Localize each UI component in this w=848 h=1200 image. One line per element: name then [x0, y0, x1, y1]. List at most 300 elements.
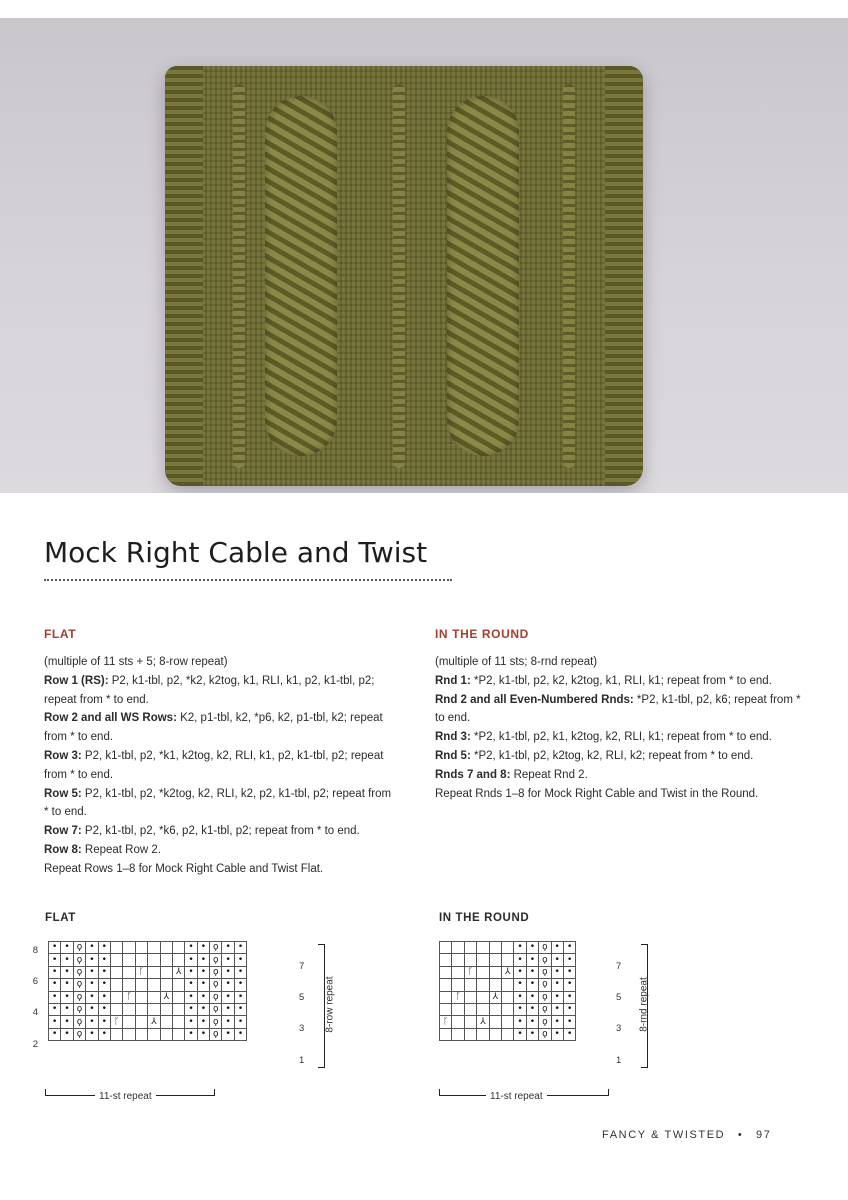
chart-row: [440, 991, 576, 1003]
stitch-symbol-cell: •: [222, 1028, 234, 1040]
instruction-row-label: Row 5:: [44, 787, 82, 800]
chart-row: [49, 966, 247, 978]
stitch-symbol-cell: ϙ: [539, 1016, 551, 1028]
stitch-symbol-cell: •: [98, 942, 110, 954]
stitch-symbol-cell: ᚴ: [135, 966, 147, 978]
instruction-line: [435, 691, 807, 729]
stitch-symbol-cell: •: [234, 1016, 246, 1028]
stitch-symbol-cell: ϙ: [539, 991, 551, 1003]
row-number: 3: [299, 1023, 305, 1035]
knit-cell: [501, 1016, 513, 1028]
stitch-symbol-cell: ϙ: [73, 966, 85, 978]
flat-stitch-repeat-label: 11-st repeat: [95, 1091, 156, 1102]
stitch-symbol-cell: •: [514, 942, 526, 954]
stitch-symbol-cell: ϙ: [73, 942, 85, 954]
knit-cell: [489, 966, 501, 978]
instruction-text: P2, k1-tbl, p2, *k6, p2, k1-tbl, p2; repeat from * to end.: [81, 825, 360, 838]
stitch-symbol-cell: ϙ: [73, 1003, 85, 1015]
knit-cell: [452, 966, 464, 978]
knit-cell: [148, 954, 160, 966]
page-number: 97: [756, 1129, 772, 1141]
chart-row: [49, 1016, 247, 1028]
knit-cell: [172, 1028, 184, 1040]
chart-row: [440, 954, 576, 966]
instruction-line: [435, 766, 807, 785]
knit-cell: [440, 942, 452, 954]
stitch-symbol-cell: •: [197, 1016, 209, 1028]
stitch-symbol-cell: ϙ: [210, 1028, 222, 1040]
stitch-symbol-cell: ⅄: [148, 1016, 160, 1028]
stitch-symbol-cell: •: [185, 991, 197, 1003]
instruction-text: (multiple of 11 sts + 5; 8-row repeat): [44, 656, 228, 668]
instruction-row-label: Rnd 2 and all Even-Numbered Rnds:: [435, 693, 634, 706]
knit-cell: [452, 979, 464, 991]
instruction-line: [44, 709, 396, 747]
stitch-symbol-cell: •: [222, 942, 234, 954]
stitch-symbol-cell: •: [61, 966, 73, 978]
stitch-symbol-cell: •: [185, 966, 197, 978]
knit-cell: [148, 1003, 160, 1015]
stitch-symbol-cell: •: [197, 1003, 209, 1015]
stitch-symbol-cell: •: [49, 1028, 61, 1040]
chart-row: [49, 991, 247, 1003]
knit-cell: [160, 1028, 172, 1040]
knit-cell: [123, 979, 135, 991]
round-chart-heading: IN THE ROUND: [439, 912, 530, 924]
stitch-symbol-cell: ϙ: [73, 954, 85, 966]
round-row-repeat-label: 8-rnd repeat: [638, 977, 650, 1032]
knit-cell: [160, 1003, 172, 1015]
knit-cell: [440, 1003, 452, 1015]
flat-chart: [48, 941, 247, 1041]
stitch-symbol-cell: •: [49, 991, 61, 1003]
stitch-symbol-cell: •: [514, 991, 526, 1003]
knit-cell: [477, 1003, 489, 1015]
knit-cell: [440, 1028, 452, 1040]
stitch-symbol-cell: •: [551, 954, 563, 966]
stitch-symbol-cell: •: [514, 1028, 526, 1040]
stitch-symbol-cell: •: [563, 1016, 575, 1028]
instruction-line: [435, 747, 807, 766]
knit-cell: [172, 1016, 184, 1028]
instruction-row-label: Row 3:: [44, 749, 82, 762]
knit-cell: [477, 942, 489, 954]
knit-cell: [123, 966, 135, 978]
knit-cell: [148, 942, 160, 954]
instruction-line: [435, 672, 807, 691]
stitch-symbol-cell: ⅄: [489, 991, 501, 1003]
instruction-text: Repeat Rows 1–8 for Mock Right Cable and Twist Flat.: [44, 862, 324, 875]
stitch-symbol-cell: •: [234, 954, 246, 966]
stitch-symbol-cell: •: [185, 979, 197, 991]
knit-cell: [172, 991, 184, 1003]
flat-chart-heading: FLAT: [45, 912, 76, 924]
instruction-text: *P2, k1-tbl, p2, k2, k2tog, k1, RLI, k1; repeat from * to end.: [470, 674, 772, 687]
row-number: 8: [32, 945, 38, 956]
knit-cell: [501, 991, 513, 1003]
knit-cell: [135, 1016, 147, 1028]
instruction-row-label: Row 2 and all WS Rows:: [44, 712, 177, 725]
stitch-symbol-cell: •: [222, 954, 234, 966]
knit-cell: [148, 1028, 160, 1040]
stitch-symbol-cell: •: [185, 954, 197, 966]
knit-cell: [135, 1003, 147, 1015]
stitch-symbol-cell: ⅄: [477, 1016, 489, 1028]
knit-cell: [489, 979, 501, 991]
stitch-symbol-cell: •: [526, 942, 538, 954]
stitch-symbol-cell: •: [514, 979, 526, 991]
stitch-symbol-cell: •: [61, 991, 73, 1003]
knit-cell: [123, 1028, 135, 1040]
stitch-symbol-cell: •: [98, 954, 110, 966]
chart-row: [440, 1016, 576, 1028]
knit-cell: [172, 979, 184, 991]
instruction-text: *P2, k1-tbl, p2, k6; repeat from * to end.: [435, 693, 801, 725]
knit-cell: [452, 1028, 464, 1040]
stitch-symbol-cell: ᚴ: [123, 991, 135, 1003]
knit-cell: [172, 1003, 184, 1015]
stitch-symbol-cell: ϙ: [210, 991, 222, 1003]
stitch-symbol-cell: •: [86, 1016, 98, 1028]
twisted-rib: [393, 84, 405, 468]
knit-cell: [501, 942, 513, 954]
stitch-symbol-cell: •: [551, 979, 563, 991]
stitch-symbol-cell: ᚴ: [110, 1016, 122, 1028]
knit-cell: [440, 979, 452, 991]
instruction-line: [44, 860, 396, 879]
chart-row: [440, 1003, 576, 1015]
knit-cell: [440, 991, 452, 1003]
instruction-row-label: Rnd 3:: [435, 731, 471, 744]
knit-cell: [123, 1016, 135, 1028]
twisted-rib: [563, 84, 575, 468]
stitch-symbol-cell: ϙ: [73, 1028, 85, 1040]
stitch-symbol-cell: ϙ: [539, 954, 551, 966]
knit-cell: [464, 1016, 476, 1028]
knit-cell: [160, 1016, 172, 1028]
stitch-symbol-cell: •: [98, 1028, 110, 1040]
stitch-symbol-cell: ϙ: [539, 1028, 551, 1040]
knit-cell: [477, 991, 489, 1003]
instruction-row-label: Row 8:: [44, 843, 82, 856]
row-number: 1: [299, 1054, 305, 1066]
knit-cell: [110, 979, 122, 991]
round-instructions: [435, 653, 807, 803]
footer-separator: •: [737, 1129, 744, 1141]
stitch-symbol-cell: •: [86, 1003, 98, 1015]
knit-cell: [501, 1003, 513, 1015]
stitch-symbol-cell: ᚴ: [464, 966, 476, 978]
stitch-symbol-cell: •: [526, 1028, 538, 1040]
stitch-symbol-cell: •: [234, 1003, 246, 1015]
chart-row: [49, 1003, 247, 1015]
stitch-symbol-cell: ϙ: [210, 942, 222, 954]
stitch-symbol-cell: •: [185, 942, 197, 954]
knit-cell: [464, 954, 476, 966]
stitch-symbol-cell: ϙ: [539, 979, 551, 991]
knit-cell: [148, 979, 160, 991]
knit-cell: [135, 1028, 147, 1040]
stitch-symbol-cell: •: [526, 991, 538, 1003]
knit-cell: [464, 942, 476, 954]
stitch-symbol-cell: •: [526, 1016, 538, 1028]
instruction-line: [44, 653, 396, 672]
stitch-symbol-cell: •: [563, 979, 575, 991]
stitch-symbol-cell: •: [222, 1003, 234, 1015]
knit-cell: [110, 966, 122, 978]
chart-row: [49, 1028, 247, 1040]
stitch-symbol-cell: •: [197, 942, 209, 954]
stitch-symbol-cell: •: [222, 1016, 234, 1028]
chart-row: [49, 979, 247, 991]
row-number: 3: [616, 1023, 622, 1035]
chart-row: [440, 966, 576, 978]
row-number: 6: [32, 976, 38, 988]
instruction-text: *P2, k1-tbl, p2, k1, k2tog, k2, RLI, k1; repeat from * to end.: [470, 731, 772, 744]
knit-cell: [110, 942, 122, 954]
stitch-symbol-cell: •: [185, 1003, 197, 1015]
stitch-symbol-cell: •: [563, 1028, 575, 1040]
mock-cable: [447, 96, 519, 456]
stitch-symbol-cell: ϙ: [539, 942, 551, 954]
flat-heading: FLAT: [44, 627, 77, 641]
instruction-line: [44, 747, 396, 785]
stitch-symbol-cell: •: [197, 954, 209, 966]
swatch-photo: [0, 18, 848, 493]
footer-section: FANCY & TWISTED: [602, 1129, 726, 1141]
stitch-symbol-cell: •: [49, 979, 61, 991]
stitch-symbol-cell: •: [197, 991, 209, 1003]
instruction-text: (multiple of 11 sts; 8-rnd repeat): [435, 656, 598, 668]
knit-cell: [123, 1003, 135, 1015]
stitch-symbol-cell: •: [563, 942, 575, 954]
flat-instructions: [44, 653, 396, 879]
flat-row-repeat-label: 8-row repeat: [324, 976, 336, 1033]
stitch-symbol-cell: •: [526, 979, 538, 991]
stitch-symbol-cell: ϙ: [73, 979, 85, 991]
knit-cell: [160, 966, 172, 978]
knit-cell: [452, 1003, 464, 1015]
stitch-symbol-cell: •: [526, 954, 538, 966]
stitch-symbol-cell: ϙ: [210, 966, 222, 978]
stitch-symbol-cell: •: [551, 1028, 563, 1040]
knit-cell: [501, 1028, 513, 1040]
title-dotted-rule: [44, 579, 452, 581]
stitch-symbol-cell: •: [86, 979, 98, 991]
stitch-symbol-cell: •: [61, 954, 73, 966]
stitch-symbol-cell: •: [197, 966, 209, 978]
stitch-symbol-cell: •: [197, 979, 209, 991]
stitch-symbol-cell: ᚴ: [440, 1016, 452, 1028]
stitch-symbol-cell: •: [234, 942, 246, 954]
stitch-symbol-cell: •: [61, 1028, 73, 1040]
row-number: 5: [299, 992, 305, 1004]
stitch-symbol-cell: •: [98, 1003, 110, 1015]
stitch-symbol-cell: •: [514, 1003, 526, 1015]
stitch-symbol-cell: •: [563, 954, 575, 966]
knit-cell: [464, 979, 476, 991]
instruction-text: P2, k1-tbl, p2, *k2tog, k2, RLI, k2, p2, k1-tbl, p2; repeat from * to end.: [44, 787, 392, 819]
stitch-symbol-cell: •: [551, 966, 563, 978]
round-stitch-repeat-label: 11-st repeat: [486, 1091, 547, 1102]
stitch-symbol-cell: ϙ: [73, 991, 85, 1003]
knitted-swatch: [165, 66, 643, 486]
chart-row: [49, 942, 247, 954]
knit-cell: [464, 991, 476, 1003]
knit-cell: [123, 954, 135, 966]
chart-row: [49, 954, 247, 966]
knit-cell: [489, 1003, 501, 1015]
stitch-symbol-cell: •: [61, 942, 73, 954]
instruction-text: *P2, k1-tbl, p2, k2tog, k2, RLI, k2; repeat from * to end.: [470, 749, 754, 762]
knit-cell: [172, 942, 184, 954]
knit-cell: [110, 1028, 122, 1040]
instruction-text: K2, p1-tbl, k2, *p6, k2, p1-tbl, k2; repeat from * to end.: [44, 712, 383, 744]
knit-cell: [160, 942, 172, 954]
instruction-line: [44, 822, 396, 841]
chart-row: [440, 942, 576, 954]
knit-cell: [110, 954, 122, 966]
instruction-row-label: Rnd 5:: [435, 749, 471, 762]
stitch-symbol-cell: •: [563, 1003, 575, 1015]
knit-cell: [489, 1016, 501, 1028]
stitch-symbol-cell: •: [61, 1016, 73, 1028]
knit-cell: [501, 954, 513, 966]
knit-cell: [440, 966, 452, 978]
stitch-symbol-cell: ᚴ: [452, 991, 464, 1003]
stitch-symbol-cell: •: [98, 1016, 110, 1028]
knit-cell: [477, 954, 489, 966]
chart-row: [440, 1028, 576, 1040]
stitch-symbol-cell: •: [563, 991, 575, 1003]
instruction-text: P2, k1-tbl, p2, *k2, k2tog, k1, RLI, k1, p2, k1-tbl, p2; repeat from * to end.: [44, 674, 375, 706]
knit-cell: [477, 1028, 489, 1040]
stitch-symbol-cell: •: [514, 966, 526, 978]
garter-edge-right: [605, 66, 643, 486]
round-chart: [439, 941, 576, 1041]
stitch-symbol-cell: •: [86, 954, 98, 966]
pattern-title: Mock Right Cable and Twist: [44, 536, 428, 569]
knit-cell: [452, 942, 464, 954]
knit-cell: [135, 954, 147, 966]
knit-cell: [160, 979, 172, 991]
instruction-line: [44, 841, 396, 860]
stitch-symbol-cell: •: [86, 1028, 98, 1040]
stitch-symbol-cell: •: [49, 966, 61, 978]
stitch-symbol-cell: •: [563, 966, 575, 978]
stitch-symbol-cell: •: [98, 966, 110, 978]
knit-cell: [110, 1003, 122, 1015]
stitch-symbol-cell: •: [514, 1016, 526, 1028]
row-number: 7: [616, 961, 622, 972]
stitch-symbol-cell: •: [86, 966, 98, 978]
stitch-symbol-cell: •: [197, 1028, 209, 1040]
garter-edge-left: [165, 66, 203, 486]
knit-cell: [123, 942, 135, 954]
knit-cell: [135, 979, 147, 991]
stitch-symbol-cell: ϙ: [210, 979, 222, 991]
stitch-symbol-cell: ϙ: [210, 1016, 222, 1028]
stitch-symbol-cell: ⅄: [172, 966, 184, 978]
page-footer: [602, 1129, 771, 1141]
instruction-row-label: Rnd 1:: [435, 674, 471, 687]
stitch-symbol-cell: •: [49, 942, 61, 954]
stitch-symbol-cell: •: [234, 1028, 246, 1040]
instruction-text: P2, k1-tbl, p2, *k1, k2tog, k2, RLI, k1, p2, k1-tbl, p2; repeat from * to end.: [44, 749, 384, 781]
knit-cell: [464, 1003, 476, 1015]
stitch-symbol-cell: •: [551, 1016, 563, 1028]
knit-cell: [452, 954, 464, 966]
instruction-row-label: Row 7:: [44, 825, 82, 838]
knit-cell: [148, 966, 160, 978]
instruction-text: Repeat Rnd 2.: [510, 768, 588, 781]
mock-cable: [265, 96, 337, 456]
stitch-symbol-cell: •: [526, 1003, 538, 1015]
row-number: 4: [32, 1007, 38, 1019]
stitch-symbol-cell: •: [551, 1003, 563, 1015]
stitch-symbol-cell: •: [514, 954, 526, 966]
chart-grid: [439, 941, 576, 1041]
stitch-symbol-cell: •: [551, 991, 563, 1003]
instruction-line: [44, 672, 396, 710]
stitch-symbol-cell: •: [185, 1016, 197, 1028]
instruction-line: [44, 785, 396, 823]
instruction-text: Repeat Rnds 1–8 for Mock Right Cable and Twist in the Round.: [435, 787, 759, 800]
instruction-line: [435, 785, 807, 804]
stitch-symbol-cell: •: [234, 991, 246, 1003]
knit-cell: [489, 942, 501, 954]
row-number: 1: [616, 1054, 622, 1066]
stitch-symbol-cell: ⅄: [160, 991, 172, 1003]
stitch-symbol-cell: •: [49, 1003, 61, 1015]
knit-cell: [110, 991, 122, 1003]
knit-cell: [135, 991, 147, 1003]
knit-cell: [172, 954, 184, 966]
stitch-symbol-cell: •: [551, 942, 563, 954]
stitch-symbol-cell: •: [86, 991, 98, 1003]
knit-cell: [477, 966, 489, 978]
row-number: 5: [616, 992, 622, 1004]
stitch-symbol-cell: •: [526, 966, 538, 978]
stitch-symbol-cell: •: [185, 1028, 197, 1040]
stitch-symbol-cell: ϙ: [539, 1003, 551, 1015]
stitch-symbol-cell: •: [222, 966, 234, 978]
twisted-rib: [233, 84, 245, 468]
knit-cell: [148, 991, 160, 1003]
knit-cell: [160, 954, 172, 966]
knit-cell: [452, 1016, 464, 1028]
stitch-symbol-cell: ⅄: [501, 966, 513, 978]
instruction-row-label: Rnds 7 and 8:: [435, 768, 511, 781]
knit-cell: [440, 954, 452, 966]
instruction-row-label: Row 1 (RS):: [44, 674, 109, 687]
stitch-symbol-cell: ϙ: [73, 1016, 85, 1028]
round-heading: IN THE ROUND: [435, 627, 529, 641]
stitch-symbol-cell: •: [61, 979, 73, 991]
knit-cell: [489, 1028, 501, 1040]
knit-cell: [477, 979, 489, 991]
stitch-symbol-cell: ϙ: [210, 954, 222, 966]
stitch-symbol-cell: •: [49, 1016, 61, 1028]
stitch-symbol-cell: •: [234, 979, 246, 991]
knit-cell: [489, 954, 501, 966]
stitch-symbol-cell: ϙ: [539, 966, 551, 978]
stitch-symbol-cell: •: [222, 979, 234, 991]
row-number: 7: [299, 961, 305, 972]
chart-row: [440, 979, 576, 991]
stitch-symbol-cell: •: [234, 966, 246, 978]
knit-cell: [501, 979, 513, 991]
